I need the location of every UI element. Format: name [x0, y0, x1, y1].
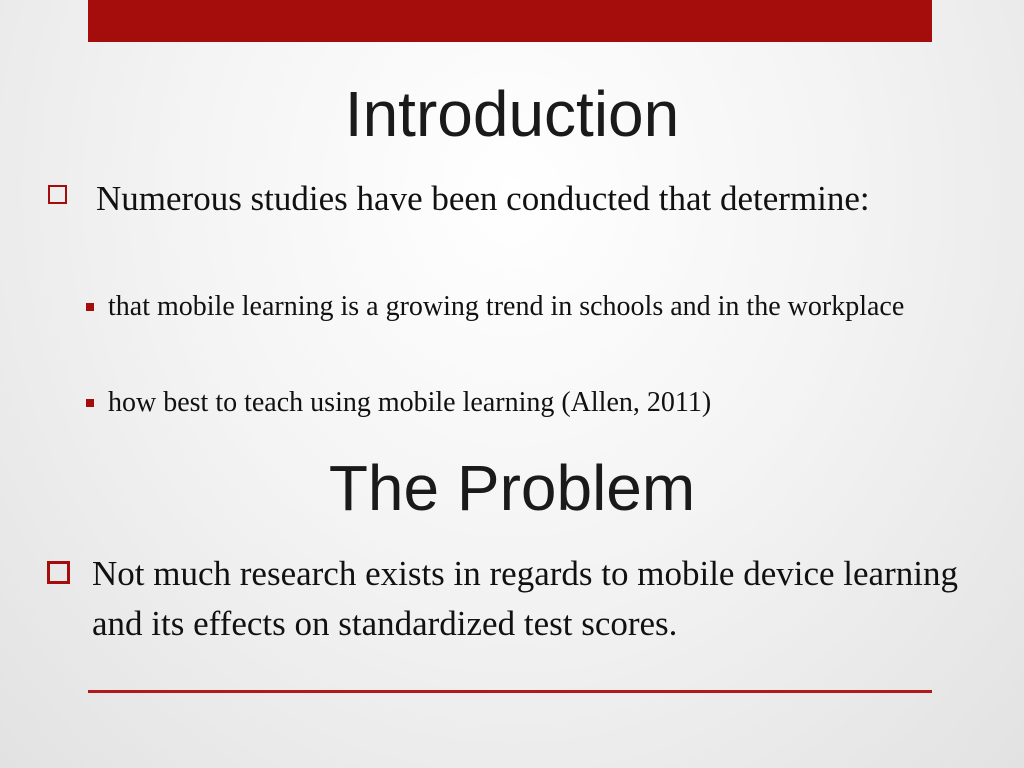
checkbox-icon [48, 185, 67, 204]
intro-subbullet-2 [108, 380, 1008, 426]
checkbox-icon [47, 561, 70, 584]
problem-heading: The Problem [328, 452, 696, 524]
square-bullet-icon [86, 399, 94, 407]
intro-bullet-text: Numerous studies have been conducted that determine: [96, 179, 870, 218]
intro-subbullet-text: how best to teach using mobile learning (Allen, 2011) [108, 387, 712, 418]
intro-bullet [78, 176, 878, 221]
square-bullet-icon [86, 303, 94, 311]
intro-heading: Introduction [344, 78, 680, 150]
intro-subbullet-text: that mobile learning is a growing trend in schools and in the workplace [108, 291, 905, 322]
top-accent-bar [88, 0, 932, 42]
problem-bullet [92, 549, 1012, 649]
problem-bullet-text: Not much research exists in regards to mobile device learning and its effects on standardized test scores. [92, 554, 958, 643]
bottom-divider [88, 690, 932, 693]
intro-subbullet-1 [108, 284, 1008, 330]
